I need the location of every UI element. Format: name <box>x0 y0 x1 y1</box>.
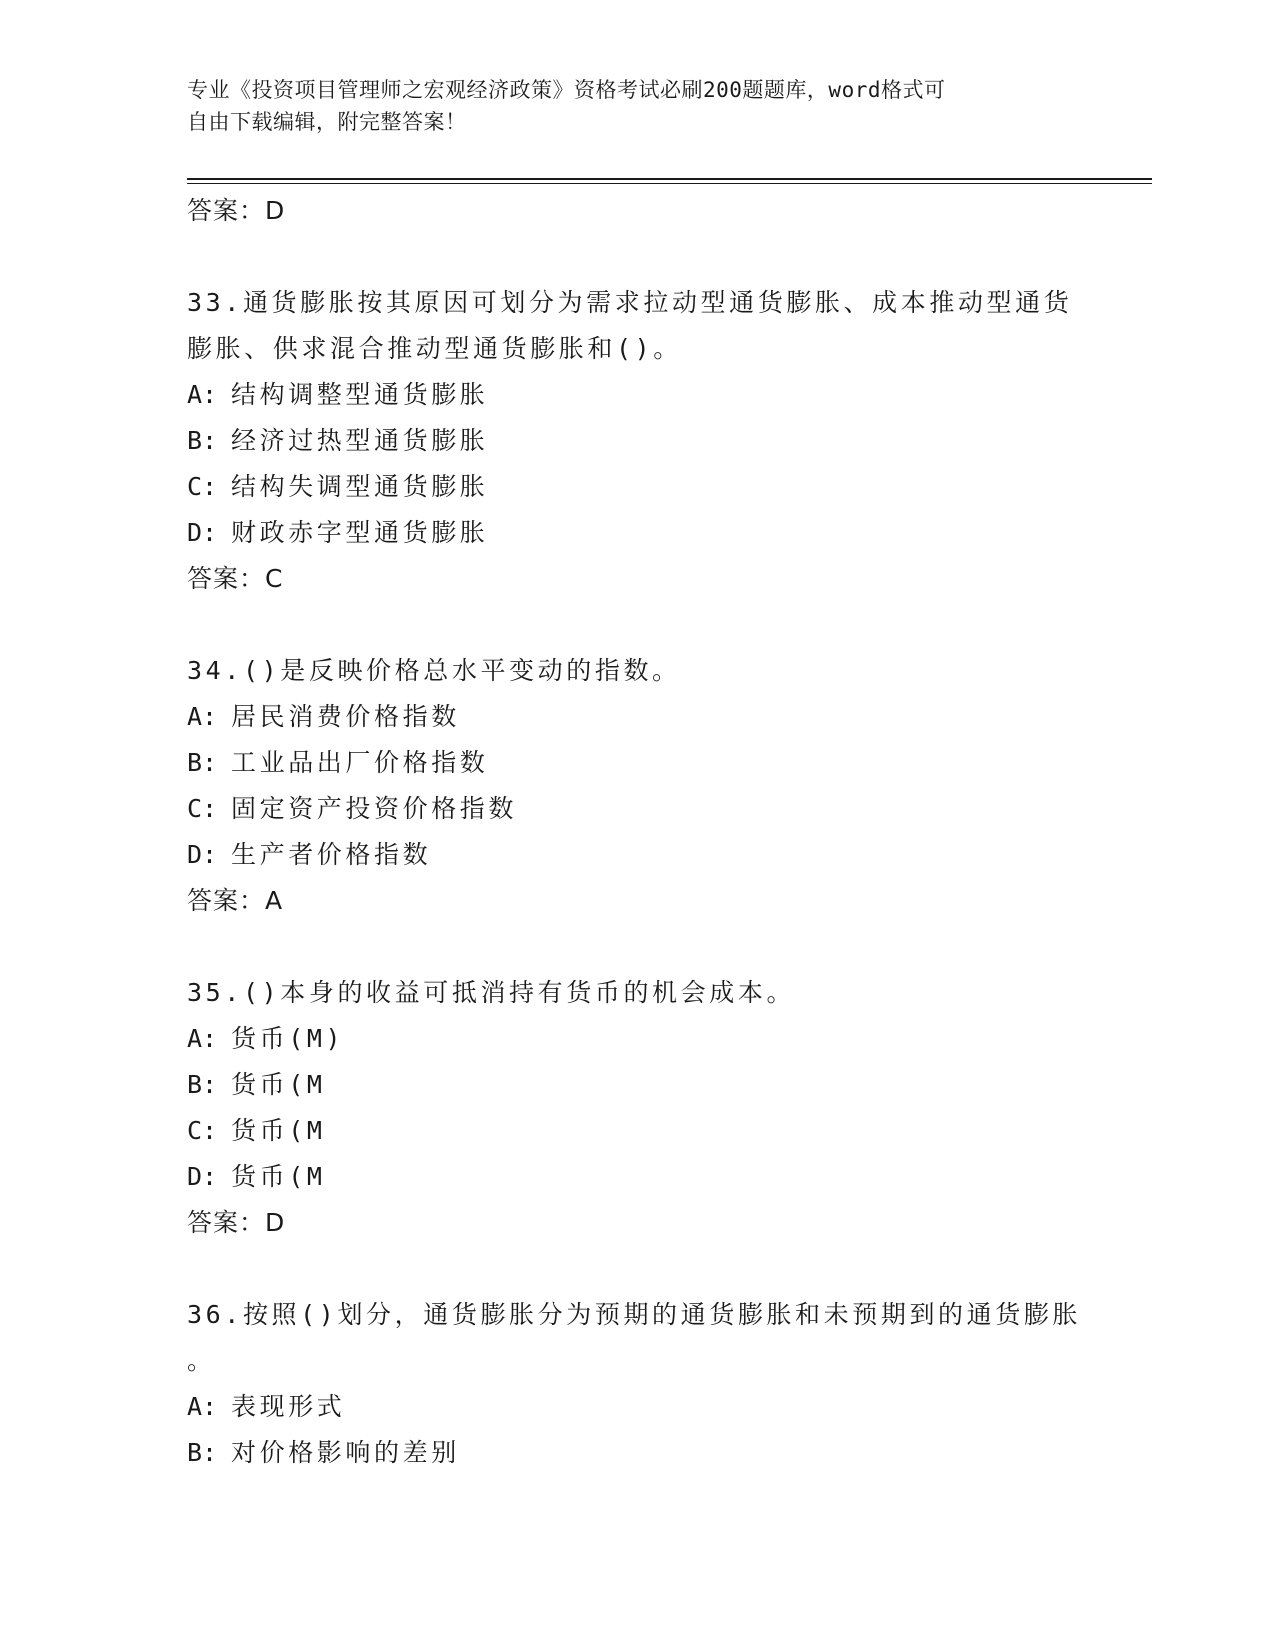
question-list <box>187 188 1087 1476</box>
option-text: 货币(M <box>231 1070 326 1099</box>
option-letter: B: <box>187 1438 218 1467</box>
header-title-line-2: 自由下载编辑，附完整答案！ <box>187 110 467 134</box>
option-letter: B: <box>187 1070 218 1099</box>
option-b <box>187 418 1087 464</box>
option-text: 货币(M <box>231 1162 326 1191</box>
option-letter: A: <box>187 1024 218 1053</box>
question-stem-line-2: 膨胀、供求混合推动型通货膨胀和()。 <box>187 334 682 363</box>
option-text: 表现形式 <box>231 1392 346 1421</box>
question-35 <box>187 970 1087 1246</box>
question-stem-line-1: 36.按照()划分，通货膨胀分为预期的通货膨胀和未预期到的通货膨胀 <box>187 1300 1082 1329</box>
option-a <box>187 694 1087 740</box>
option-d <box>187 1154 1087 1200</box>
option-text: 工业品出厂价格指数 <box>231 748 489 777</box>
header-divider-thin <box>187 183 1152 184</box>
option-letter: C: <box>187 1116 218 1145</box>
option-c <box>187 1108 1087 1154</box>
option-text: 对价格影响的差别 <box>231 1438 460 1467</box>
option-letter: A: <box>187 380 218 409</box>
option-text: 经济过热型通货膨胀 <box>231 426 489 455</box>
question-stem-line-1: 34.()是反映价格总水平变动的指数。 <box>187 656 681 685</box>
option-a <box>187 1384 1087 1430</box>
question-36 <box>187 1292 1087 1476</box>
previous-answer: 答案：D <box>187 196 286 225</box>
answer-line: 答案：A <box>187 886 284 915</box>
option-d <box>187 510 1087 556</box>
option-letter: D: <box>187 840 218 869</box>
option-letter: C: <box>187 472 218 501</box>
option-letter: A: <box>187 702 218 731</box>
option-letter: A: <box>187 1392 218 1421</box>
option-b <box>187 1430 1087 1476</box>
document-header <box>187 74 1067 138</box>
question-33 <box>187 280 1087 602</box>
option-a <box>187 372 1087 418</box>
option-text: 生产者价格指数 <box>231 840 432 869</box>
option-letter: D: <box>187 518 218 547</box>
option-text: 结构调整型通货膨胀 <box>231 380 489 409</box>
option-b <box>187 740 1087 786</box>
spacer <box>187 602 1087 648</box>
spacer <box>187 924 1087 970</box>
answer-line: 答案：D <box>187 1208 286 1237</box>
question-stem-line-1: 35.()本身的收益可抵消持有货币的机会成本。 <box>187 978 796 1007</box>
option-text: 财政赤字型通货膨胀 <box>231 518 489 547</box>
option-d <box>187 832 1087 878</box>
header-title-line-1: 专业《投资项目管理师之宏观经济政策》资格考试必刷200题题库，word格式可 <box>187 78 946 102</box>
option-letter: C: <box>187 794 218 823</box>
option-a <box>187 1016 1087 1062</box>
option-c <box>187 464 1087 510</box>
option-letter: B: <box>187 426 218 455</box>
option-text: 货币(M) <box>231 1024 345 1053</box>
option-letter: B: <box>187 748 218 777</box>
header-divider-thick <box>187 178 1152 180</box>
option-text: 居民消费价格指数 <box>231 702 460 731</box>
spacer <box>187 234 1087 280</box>
option-letter: D: <box>187 1162 218 1191</box>
question-stem-line-2: 。 <box>187 1346 216 1375</box>
option-text: 固定资产投资价格指数 <box>231 794 518 823</box>
question-stem-line-1: 33.通货膨胀按其原因可划分为需求拉动型通货膨胀、成本推动型通货 <box>187 288 1073 317</box>
option-b <box>187 1062 1087 1108</box>
option-text: 货币(M <box>231 1116 326 1145</box>
spacer <box>187 1246 1087 1292</box>
answer-line: 答案：C <box>187 564 284 593</box>
question-34 <box>187 648 1087 924</box>
option-text: 结构失调型通货膨胀 <box>231 472 489 501</box>
option-c <box>187 786 1087 832</box>
